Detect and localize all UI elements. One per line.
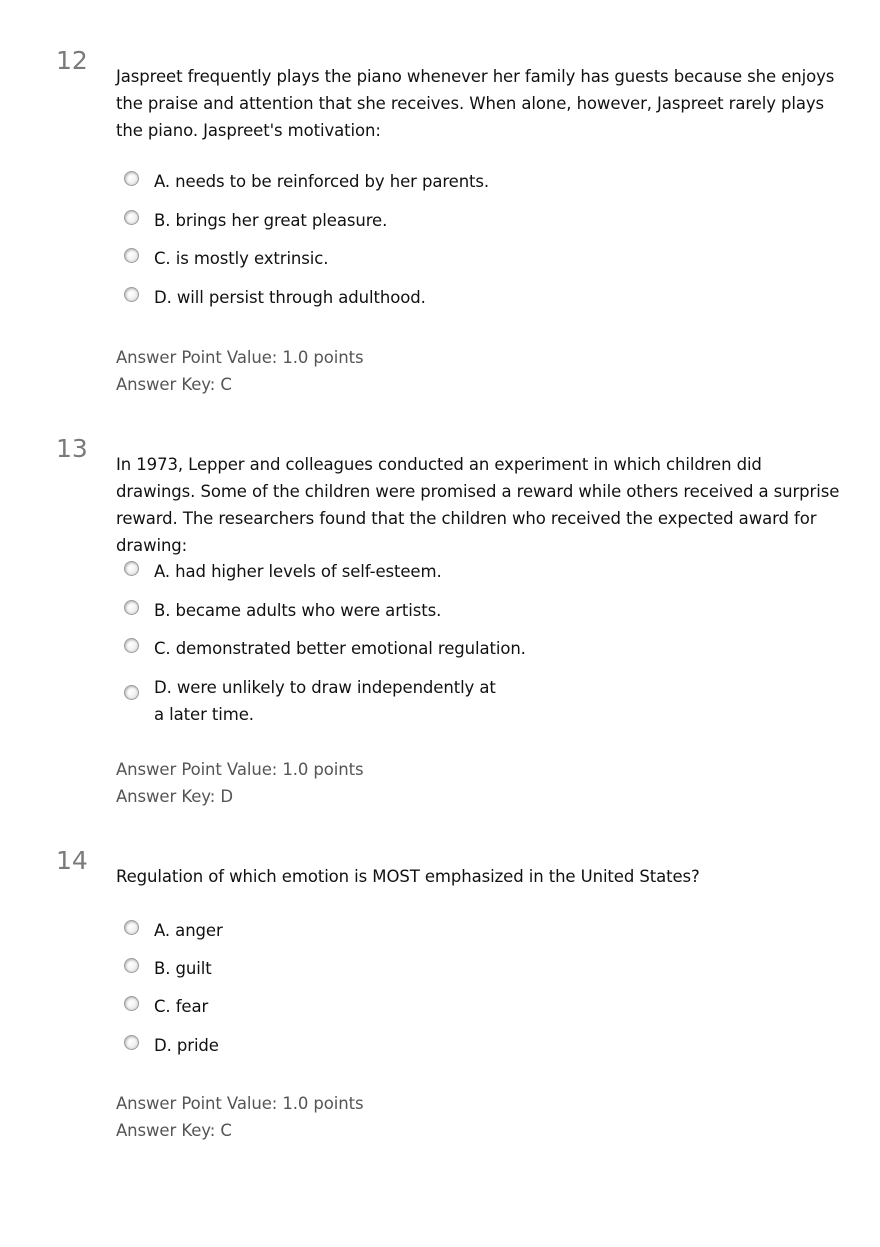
answer-choice-a[interactable]	[124, 168, 544, 195]
answer-choice-b[interactable]	[124, 597, 544, 624]
answer-key: Answer Key: D	[116, 787, 233, 806]
answer-choice-a[interactable]	[124, 917, 544, 944]
radio-button-icon[interactable]	[124, 600, 139, 615]
choice-label: A. anger	[154, 921, 223, 940]
radio-button-icon[interactable]	[124, 210, 139, 225]
answer-choice-b[interactable]	[124, 955, 544, 982]
radio-button-icon[interactable]	[124, 638, 139, 653]
answer-choice-d[interactable]	[124, 1032, 544, 1059]
choice-label: A. had higher levels of self-esteem.	[154, 562, 442, 581]
question-text: In 1973, Lepper and colleagues conducted an experiment in which children did drawings. Some of the children were promised a reward while others received a surprise reward. The researchers found that the children who received the expected award for drawing:	[116, 455, 840, 555]
radio-button-icon[interactable]	[124, 1035, 139, 1050]
choice-label: B. brings her great pleasure.	[154, 211, 388, 230]
choice-label: B. became adults who were artists.	[154, 601, 442, 620]
choice-label: B. guilt	[154, 959, 212, 978]
radio-button-icon[interactable]	[124, 958, 139, 973]
question-number: 13	[56, 434, 88, 463]
radio-button-icon[interactable]	[124, 920, 139, 935]
radio-button-icon[interactable]	[124, 248, 139, 263]
question-number: 12	[56, 46, 88, 75]
answer-key: Answer Key: C	[116, 375, 232, 394]
choice-label: D. will persist through adulthood.	[154, 288, 426, 307]
answer-choice-c[interactable]	[124, 245, 544, 272]
answer-choice-b[interactable]	[124, 207, 544, 234]
radio-button-icon[interactable]	[124, 996, 139, 1011]
choice-label: D. pride	[154, 1036, 219, 1055]
answer-point-value: Answer Point Value: 1.0 points	[116, 1094, 364, 1113]
answer-point-value: Answer Point Value: 1.0 points	[116, 348, 364, 367]
choice-label: A. needs to be reinforced by her parents.	[154, 172, 490, 191]
radio-button-icon[interactable]	[124, 287, 139, 302]
radio-button-icon[interactable]	[124, 561, 139, 576]
choice-label: D. were unlikely to draw independently at a later time.	[154, 678, 496, 724]
choice-label: C. fear	[154, 997, 209, 1016]
answer-point-value: Answer Point Value: 1.0 points	[116, 760, 364, 779]
choice-label: C. is mostly extrinsic.	[154, 249, 329, 268]
question-text: Regulation of which emotion is MOST emphasized in the United States?	[116, 867, 700, 886]
answer-key: Answer Key: C	[116, 1121, 232, 1140]
answer-choice-c[interactable]	[124, 635, 544, 662]
radio-button-icon[interactable]	[124, 685, 139, 700]
choice-label: C. demonstrated better emotional regulation.	[154, 639, 526, 658]
answer-choice-d[interactable]	[124, 284, 544, 311]
answer-choice-c[interactable]	[124, 993, 544, 1020]
question-text: Jaspreet frequently plays the piano whenever her family has guests because she enjoys the praise and attention that she receives. When alone, however, Jaspreet rarely plays the piano. Jaspreet's motivation:	[116, 67, 835, 140]
answer-choice-d[interactable]	[124, 674, 504, 728]
question-number: 14	[56, 846, 88, 875]
answer-choice-a[interactable]	[124, 558, 544, 585]
radio-button-icon[interactable]	[124, 171, 139, 186]
